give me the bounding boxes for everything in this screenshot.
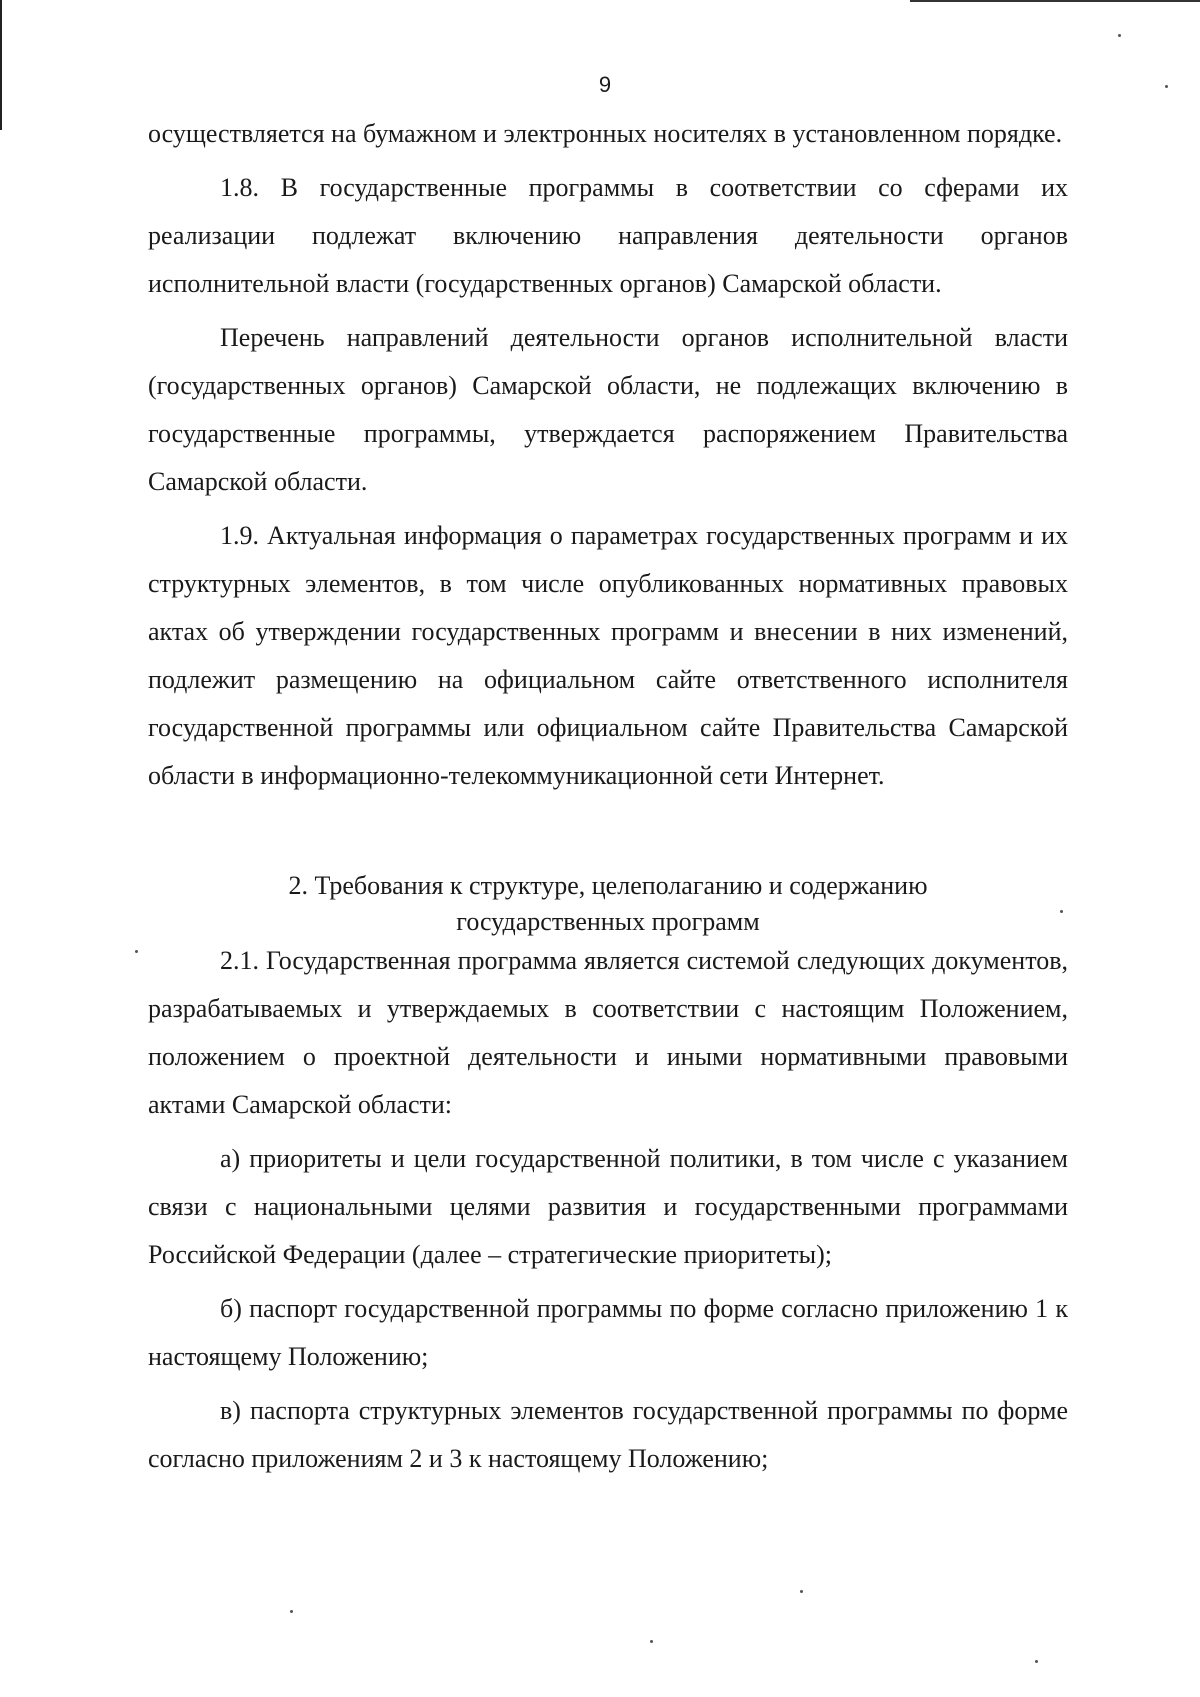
paragraph-list-of-activities: Перечень направлений деятельности органов исполнительной власти (государственных органов) Самарской области, не подлежащих включению в государственные программы, утверждается распоряжением Правительства Самарской области. — [148, 323, 1068, 496]
paragraph-continuation: осуществляется на бумажном и электронных носителях в установленном порядке. — [148, 119, 1063, 148]
scan-speck — [1035, 1660, 1038, 1663]
section-1-text — [148, 110, 1068, 800]
list-item-b: б) паспорт государственной программы по форме согласно приложению 1 к настоящему Положению; — [148, 1294, 1068, 1371]
paragraph-1-9: 1.9. Актуальная информация о параметрах государственных программ и их структурных элементов, в том числе опубликованных нормативных правовых актах об утверждении государственных программ и внесении в них изменений, подлежит размещению на официальном сайте ответственного исполнителя государственной программы или официальном сайте Правительства Самарской области в информационно-телекоммуникационной сети Интернет. — [148, 521, 1068, 790]
scan-edge-top — [910, 0, 1200, 2]
paragraph-2-1: 2.1. Государственная программа является системой следующих документов, разрабатываемых и утверждаемых в соответствии с настоящим Положением, положением о проектной деятельности и иными нормативными правовыми актами Самарской области: — [148, 946, 1068, 1119]
section-2-heading-line-2: государственных программ — [456, 907, 760, 936]
section-2-heading — [148, 868, 1068, 940]
paragraph-1-8: 1.8. В государственные программы в соответствии со сферами их реализации подлежат включению направления деятельности органов исполнительной власти (государственных органов) Самарской области. — [148, 173, 1068, 298]
scan-speck — [1165, 85, 1168, 88]
list-item-v: в) паспорта структурных элементов государственной программы по форме согласно приложениям 2 и 3 к настоящему Положению; — [148, 1396, 1068, 1473]
scan-speck — [135, 950, 138, 953]
list-item-a: а) приоритеты и цели государственной политики, в том числе с указанием связи с национальными целями развития и государственными программами Российской Федерации (далее – стратегические приоритеты); — [148, 1144, 1068, 1269]
section-2-heading-line-1: 2. Требования к структуре, целеполаганию и содержанию — [288, 871, 928, 900]
scan-speck — [1060, 910, 1063, 913]
scan-speck — [800, 1590, 803, 1593]
scan-edge-left — [0, 0, 2, 130]
scan-speck — [650, 1640, 653, 1643]
section-2-text — [148, 937, 1068, 1483]
scan-speck — [1118, 34, 1121, 37]
scan-speck — [290, 1610, 293, 1613]
page-number: 9 — [598, 72, 612, 97]
